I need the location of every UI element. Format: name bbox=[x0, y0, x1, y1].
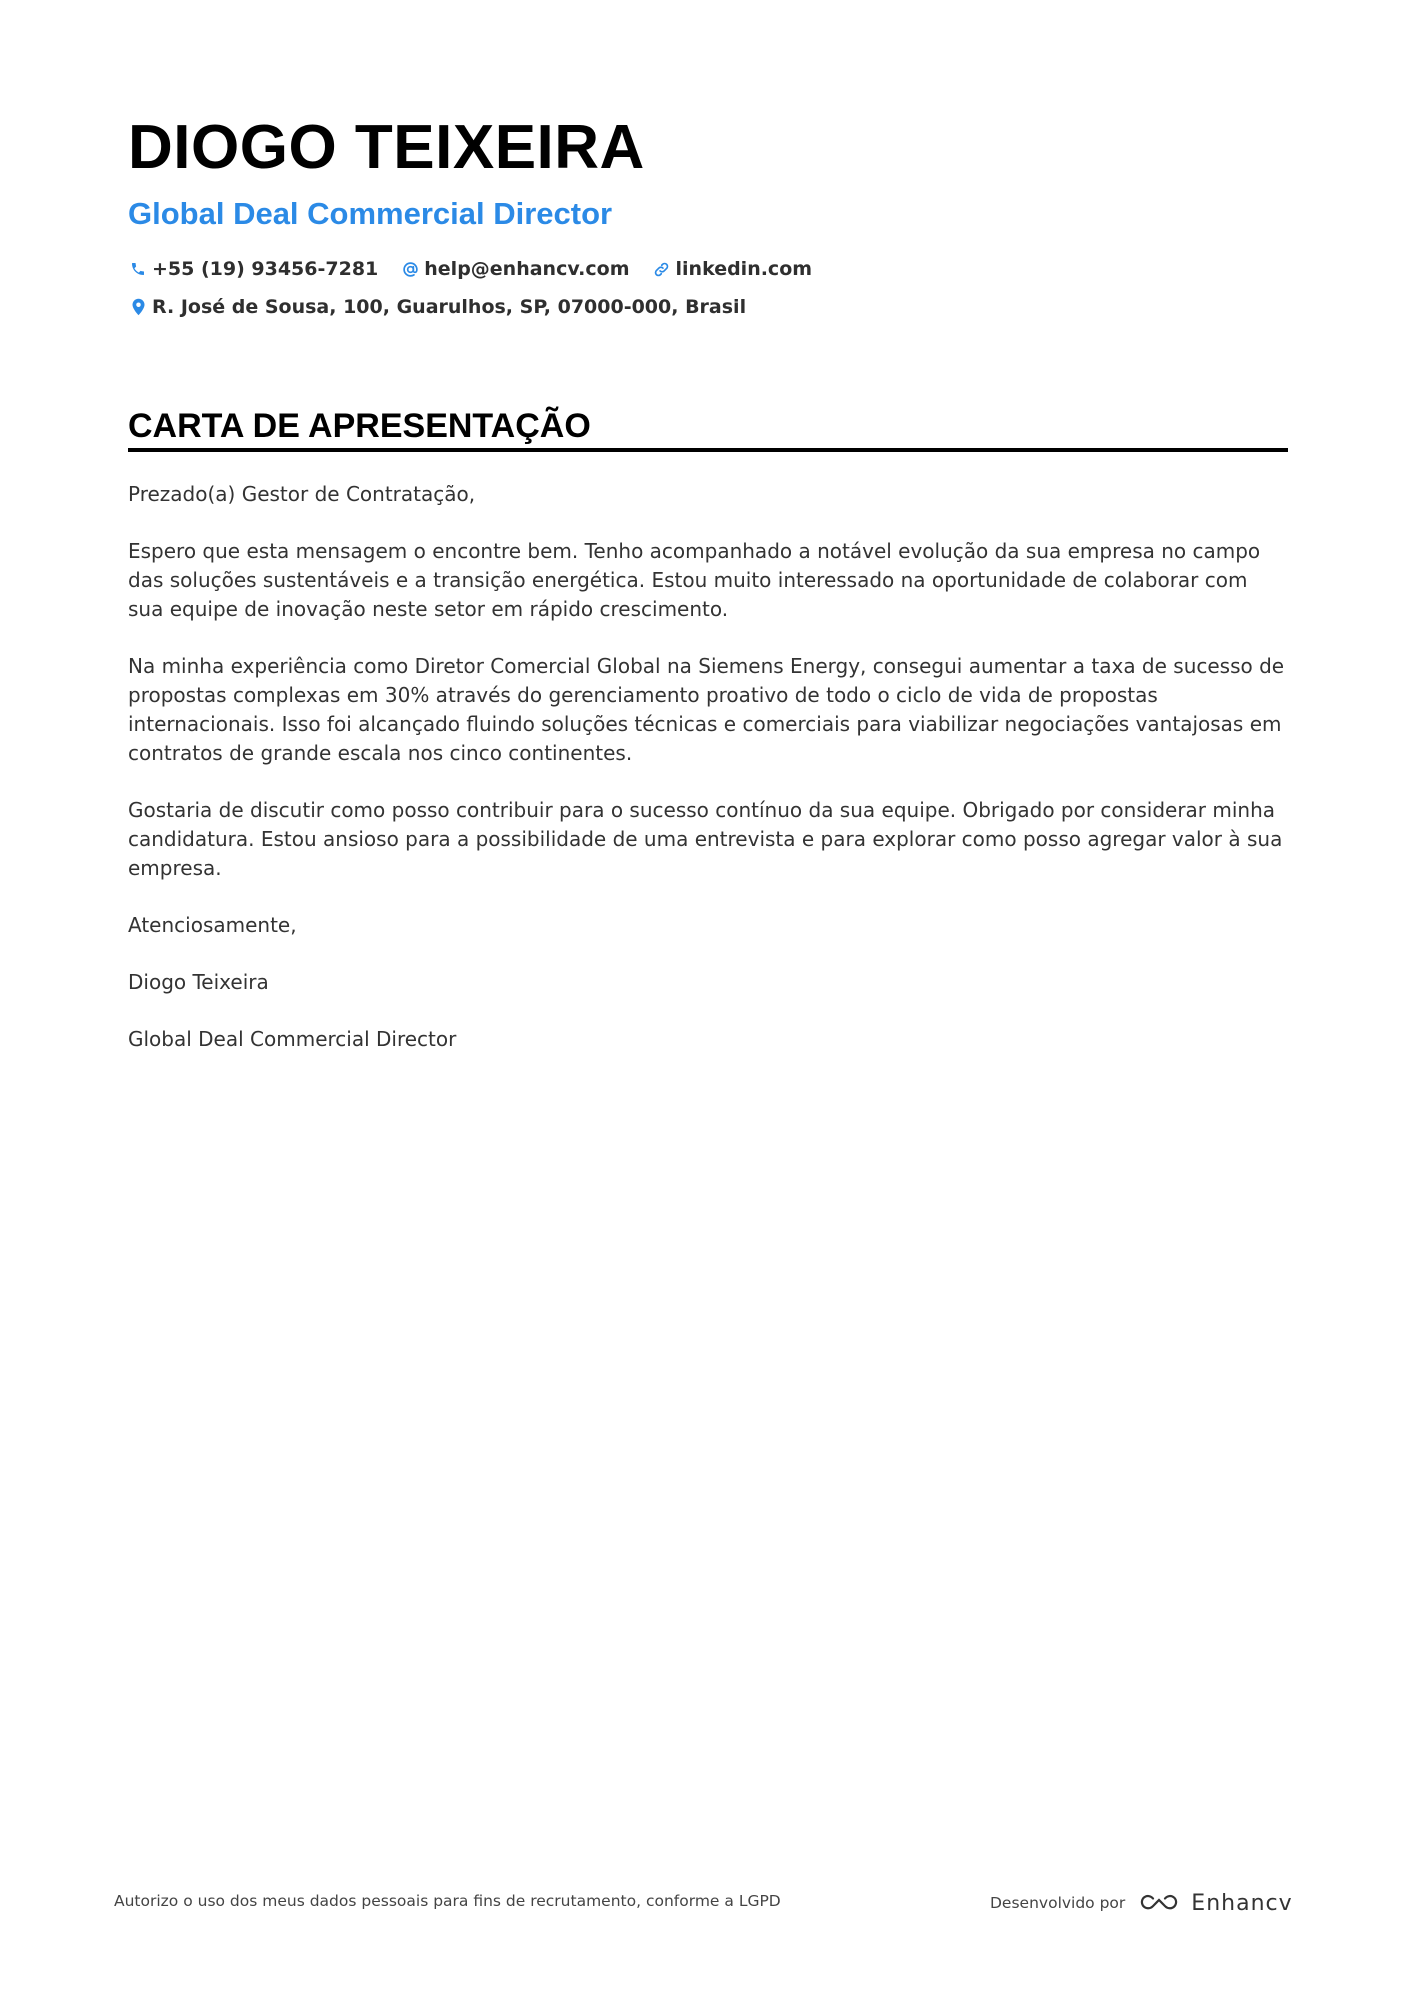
signature-title: Global Deal Commercial Director bbox=[128, 1027, 457, 1051]
phone-icon bbox=[128, 259, 148, 279]
enhancv-logo-icon bbox=[1137, 1892, 1181, 1914]
location-pin-icon bbox=[128, 297, 148, 317]
letter-paragraph: Na minha experiência como Diretor Comercial Global na Siemens Energy, consegui aumentar a taxa de sucesso de propostas complexas em 30% através do gerenciamento proativo de todo o ciclo de vida de propostas internacionais. Isso foi alcançado fluindo soluções técnicas e comerciais para viabilizar negociações vantajosas em contratos de grande escala nos cinco continentes. bbox=[128, 654, 1285, 765]
contact-linkedin[interactable] bbox=[652, 258, 813, 280]
letter-closing: Atenciosamente, bbox=[128, 913, 297, 937]
contact-address bbox=[128, 292, 1288, 322]
linkedin-link[interactable]: linkedin.com bbox=[675, 258, 813, 280]
consent-note: Autorizo o uso dos meus dados pessoais para fins de recrutamento, conforme a LGPD bbox=[114, 1892, 781, 1910]
header bbox=[128, 108, 1288, 322]
letter-body bbox=[128, 480, 1288, 1082]
at-icon bbox=[400, 259, 420, 279]
address-text: R. José de Sousa, 100, Guarulhos, SP, 07000-000, Brasil bbox=[152, 296, 747, 318]
contact-row bbox=[128, 254, 1288, 284]
brand-name: Enhancv bbox=[1191, 1890, 1293, 1916]
phone-text: +55 (19) 93456-7281 bbox=[152, 258, 379, 280]
email-link[interactable]: help@enhancv.com bbox=[424, 258, 630, 280]
job-title: Global Deal Commercial Director bbox=[128, 196, 613, 231]
letter-paragraph: Gostaria de discutir como posso contribuir para o sucesso contínuo da sua equipe. Obrigado por considerar minha candidatura. Estou ansioso para a possibilidade de uma entrevista e para explorar como posso agregar valor à sua empresa. bbox=[128, 798, 1283, 880]
credit-text: Desenvolvido por bbox=[990, 1894, 1126, 1912]
link-icon bbox=[652, 259, 672, 279]
candidate-name: DIOGO TEIXEIRA bbox=[128, 113, 645, 182]
section-divider bbox=[128, 448, 1288, 452]
signature-name: Diogo Teixeira bbox=[128, 970, 269, 994]
section-title: CARTA DE APRESENTAÇÃO bbox=[128, 407, 591, 445]
letter-greeting: Prezado(a) Gestor de Contratação, bbox=[128, 482, 476, 506]
letter-paragraph: Espero que esta mensagem o encontre bem. Tenho acompanhado a notável evolução da sua empresa no campo das soluções sustentáveis e a transição energética. Estou muito interessado na oportunidade de colaborar com sua equipe de inovação neste setor em rápido crescimento. bbox=[128, 539, 1261, 621]
contact-email[interactable] bbox=[400, 258, 629, 280]
contact-phone bbox=[128, 258, 378, 280]
footer-credit[interactable] bbox=[990, 1885, 1293, 1921]
section-header bbox=[128, 404, 1288, 452]
